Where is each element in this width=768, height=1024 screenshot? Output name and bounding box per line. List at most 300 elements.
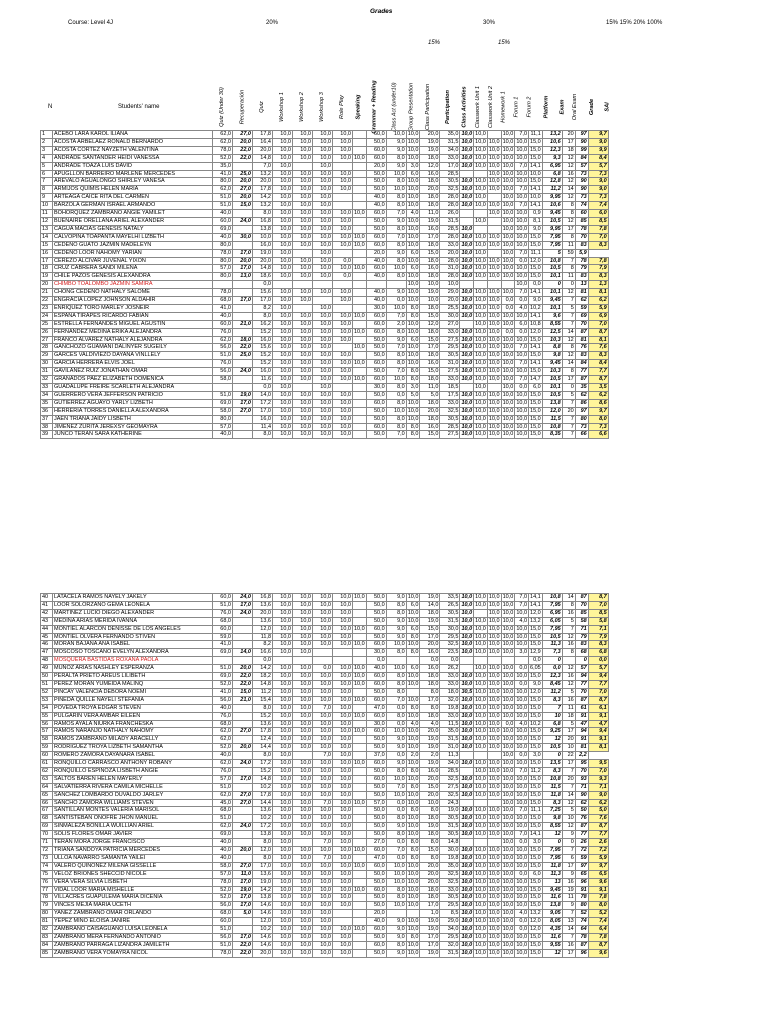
grade-cell: 10,0 bbox=[313, 131, 333, 139]
table-row bbox=[41, 423, 609, 431]
student-name: RAMOS NARANJO NATHALY NAHOMY bbox=[53, 728, 213, 736]
grade-cell: 16,0 bbox=[420, 649, 440, 657]
grade-cell: 76,0 bbox=[213, 712, 233, 720]
student-name: VINCES MEJIA MARIA UCETH bbox=[53, 902, 213, 910]
grade-cell: 27,0 bbox=[366, 839, 386, 847]
grade-cell: 10,0 bbox=[313, 431, 333, 439]
table-row bbox=[41, 368, 609, 376]
grade-cell: 14 bbox=[562, 186, 575, 194]
grade-cell: 10,0 bbox=[502, 815, 514, 822]
table-row bbox=[41, 344, 609, 352]
grade-cell: 51,0 bbox=[213, 665, 233, 673]
grade-cell: 9,0 bbox=[386, 289, 406, 297]
student-name: VALERO QUIÑONEZ MILENA GISSELLE bbox=[53, 862, 213, 870]
col-header-18 bbox=[510, 48, 523, 128]
grade-cell: 10,0 bbox=[333, 926, 353, 934]
grade-cell: 69,0 bbox=[213, 831, 233, 839]
grade-cell bbox=[353, 601, 367, 609]
grade-cell: 7,0 bbox=[386, 696, 406, 704]
table-row bbox=[41, 178, 609, 186]
col-header-3 bbox=[252, 48, 272, 128]
grade-cell: 8 bbox=[562, 368, 575, 376]
student-name: LATACELA RAMOS NAYELY JAKELY bbox=[53, 594, 213, 602]
student-name: MOSQUERA BASTIDAS ROXANA PAOLA bbox=[53, 657, 213, 665]
grade-cell: 10,0 bbox=[273, 154, 293, 162]
row-number: 3 bbox=[41, 146, 53, 154]
grade-cell bbox=[333, 344, 353, 352]
student-name: SOLIS FLORES OMAR JAVIER bbox=[53, 831, 213, 839]
grade-cell: 7,0 bbox=[313, 799, 333, 807]
grade-cell: 0,0 bbox=[515, 384, 529, 392]
grade-cell: 16 bbox=[562, 941, 575, 949]
grade-cell: 7 bbox=[562, 423, 575, 431]
grade-cell: 10,0 bbox=[461, 910, 473, 917]
grade-cell: 10,0 bbox=[461, 862, 473, 869]
grade-cell: 58,0 bbox=[213, 376, 233, 384]
row-number: 8 bbox=[41, 186, 53, 194]
grade-cell: 10,0 bbox=[313, 138, 333, 146]
grade-cell: 10,0 bbox=[516, 225, 528, 232]
grade-cell: 16 bbox=[562, 673, 575, 681]
grade-cell: 20,0 bbox=[233, 847, 253, 855]
table-row bbox=[41, 775, 609, 783]
grade-cell: 10,0 bbox=[407, 178, 419, 185]
grade-cell: 83 bbox=[575, 352, 588, 360]
grade-cell: 10,0 bbox=[333, 673, 353, 681]
table-row bbox=[41, 194, 609, 202]
grade-cell: 62 bbox=[575, 391, 588, 399]
grade-cell: 10,0 bbox=[461, 352, 473, 359]
col-header-label: Role Play bbox=[339, 95, 346, 119]
grade-cell: 50,0 bbox=[366, 688, 386, 696]
grade-cell: 9,0 bbox=[386, 760, 406, 768]
grade-cell: 10,0 bbox=[502, 649, 514, 656]
grade-cell: 10,0 bbox=[475, 910, 486, 917]
grade-cell: 10,0 bbox=[273, 839, 293, 847]
grade-cell: 10,0 bbox=[354, 360, 365, 367]
grade-cell bbox=[233, 657, 253, 665]
grade-cell: 11,8 bbox=[542, 791, 562, 799]
grade-cell: 10,0 bbox=[293, 360, 313, 368]
grade-cell: 10,0 bbox=[461, 775, 473, 782]
grade-cell: 10,0 bbox=[516, 862, 528, 869]
row-number: 83 bbox=[41, 933, 53, 941]
grade-cell: 10,2 bbox=[253, 926, 273, 934]
grade-cell: 16,0 bbox=[420, 360, 440, 368]
grade-cell: 10,0 bbox=[475, 791, 486, 798]
grade-cell: 16 bbox=[562, 641, 575, 649]
grade-cell: 10,0 bbox=[273, 704, 293, 712]
grade-cell: 8,0 bbox=[406, 633, 420, 641]
grade-cell: 10,0 bbox=[293, 431, 313, 439]
grade-cell: 20,0 bbox=[253, 178, 273, 186]
grade-cell: 10,0 bbox=[488, 407, 500, 414]
grade-cell: 4,0 bbox=[515, 304, 529, 312]
grade-cell: 60,0 bbox=[366, 376, 386, 384]
grade-cell: 18,0 bbox=[420, 680, 440, 688]
grade-cell: 8,0 bbox=[386, 154, 406, 162]
row-number: 38 bbox=[41, 423, 53, 431]
grade-cell: 10,0 bbox=[502, 344, 514, 351]
grade-cell: 7 bbox=[562, 767, 575, 775]
grade-cell: 10,0 bbox=[333, 641, 353, 649]
grade-cell: 10,0 bbox=[502, 823, 514, 830]
grade-cell: 17,2 bbox=[253, 823, 273, 831]
grade-cell: 7,0 bbox=[386, 783, 406, 791]
grade-cell: 12 bbox=[562, 217, 575, 225]
col-header-label: Workshop 3 bbox=[319, 92, 326, 122]
student-name: JUNCO TERAN SARA KATHERINE bbox=[53, 431, 213, 439]
grade-cell: 8,0 bbox=[386, 273, 406, 281]
grade-cell: 10,0 bbox=[488, 815, 500, 822]
grade-cell: 16,0 bbox=[253, 368, 273, 376]
grade-cell: 16,0 bbox=[253, 241, 273, 249]
grade-cell: 25,0 bbox=[233, 352, 253, 360]
grade-cell: 10,0 bbox=[273, 146, 293, 154]
grade-cell: 10,0 bbox=[386, 870, 406, 878]
grade-cell: 30,0 bbox=[366, 384, 386, 392]
grade-cell: 10,0 bbox=[502, 870, 514, 877]
grade-cell: 28,0 bbox=[440, 273, 460, 281]
grade-cell: 0,0 bbox=[501, 297, 515, 305]
grade-cell: 5 bbox=[542, 249, 562, 257]
grade-cell bbox=[353, 878, 367, 886]
grade-cell: 10,0 bbox=[293, 617, 313, 625]
grade-cell: 70 bbox=[575, 233, 588, 241]
grade-cell: 18,0 bbox=[233, 336, 253, 344]
grade-cell: 9,0 bbox=[529, 680, 543, 688]
grade-cell: 10,0 bbox=[516, 728, 528, 735]
grade-cell: 10,0 bbox=[407, 131, 419, 137]
grade-cell: 29,5 bbox=[440, 633, 460, 641]
grade-cell bbox=[353, 918, 367, 926]
grade-cell: 10,0 bbox=[516, 170, 528, 177]
grade-cell: 15,0 bbox=[530, 878, 541, 885]
grade-cell: 8,0 bbox=[406, 704, 420, 712]
grade-cell: 10,0 bbox=[313, 791, 333, 799]
grade-cell: 14,1 bbox=[530, 344, 541, 351]
grade-cell: 31,5 bbox=[440, 138, 460, 146]
grade-cell: 80,0 bbox=[213, 241, 233, 249]
grade-cell: 0,0 bbox=[386, 807, 406, 815]
grade-cell: 10,0 bbox=[333, 617, 353, 625]
col-header-label: Recuperación bbox=[239, 89, 245, 125]
grade-cell: 7,0 bbox=[386, 312, 406, 320]
sai-cell: 6,2 bbox=[588, 391, 608, 399]
grade-cell bbox=[353, 304, 367, 312]
grade-cell: 10,0 bbox=[333, 210, 353, 218]
grade-cell: 0,0 bbox=[366, 657, 386, 665]
grade-cell: 7,0 bbox=[515, 360, 529, 368]
grade-cell: 10,0 bbox=[488, 273, 500, 280]
grade-cell: 10,0 bbox=[488, 854, 500, 861]
grade-cell: 72 bbox=[575, 847, 588, 855]
grade-cell: 10,0 bbox=[354, 847, 365, 853]
grade-cell: 19,0 bbox=[420, 744, 440, 752]
grade-cell: 22,0 bbox=[233, 949, 253, 957]
grade-cell bbox=[406, 657, 420, 665]
grade-cell: 12 bbox=[542, 949, 562, 957]
grade-cell: 8,0 bbox=[386, 360, 406, 368]
grade-cell: 97 bbox=[575, 862, 588, 870]
row-number: 63 bbox=[41, 775, 53, 783]
grade-cell: 10,0 bbox=[461, 241, 473, 248]
grade-cell: 10,0 bbox=[502, 138, 514, 145]
row-number: 5 bbox=[41, 162, 53, 170]
grade-cell: 10,0 bbox=[293, 673, 313, 681]
grade-cell: 15,0 bbox=[530, 146, 541, 153]
grade-cell: 27,0 bbox=[233, 791, 253, 799]
grade-cell: 8,0 bbox=[253, 752, 273, 760]
table-row bbox=[41, 870, 609, 878]
row-number: 22 bbox=[41, 297, 53, 305]
sai-cell: 7,0 bbox=[588, 233, 608, 241]
table-row bbox=[41, 910, 609, 918]
grade-cell: 8,0 bbox=[386, 352, 406, 360]
sai-cell: 7,2 bbox=[588, 847, 608, 855]
grade-cell: 10,0 bbox=[407, 760, 419, 767]
grade-cell: 26 bbox=[575, 839, 588, 847]
grade-cell: 15,0 bbox=[530, 941, 541, 948]
grade-cell: 10,0 bbox=[333, 783, 353, 791]
grade-cell: 10,0 bbox=[516, 138, 528, 145]
grade-cell: 7,0 bbox=[515, 249, 529, 257]
grade-cell: 10,0 bbox=[488, 783, 500, 790]
grade-cell: 10,0 bbox=[273, 194, 293, 202]
student-name: CEDEÑO LOOR NAHOMY YARIAN bbox=[53, 249, 213, 257]
grade-cell bbox=[353, 431, 367, 439]
grade-cell: 40,0 bbox=[213, 210, 233, 218]
grade-cell: 19,0 bbox=[420, 617, 440, 625]
grade-cell: 10,0 bbox=[461, 783, 473, 790]
grade-cell: 10,0 bbox=[475, 431, 486, 438]
grade-cell: 10,0 bbox=[461, 854, 473, 861]
grade-cell: 8,0 bbox=[386, 941, 406, 949]
grade-cell: 10,0 bbox=[333, 594, 353, 602]
sai-cell: 9,1 bbox=[588, 736, 608, 744]
grade-cell: 17 bbox=[562, 760, 575, 768]
row-number: 54 bbox=[41, 704, 53, 712]
grade-cell: 50,0 bbox=[366, 225, 386, 233]
student-name: MUÑOZ ARIAS NASHLEY ESPERANZA bbox=[53, 665, 213, 673]
grade-cell: 20,0 bbox=[253, 257, 273, 265]
table-row bbox=[41, 720, 609, 728]
grade-cell: 10,0 bbox=[273, 399, 293, 407]
grade-cell: 14,1 bbox=[530, 202, 541, 209]
course-label: Course: Level 4J bbox=[68, 20, 114, 26]
grade-cell: 10,0 bbox=[516, 878, 528, 885]
grade-cell: 10,0 bbox=[313, 336, 333, 344]
table-row bbox=[41, 807, 609, 815]
sai-cell: 5,7 bbox=[588, 162, 608, 170]
sai-cell: 6,6 bbox=[588, 431, 608, 439]
grade-cell: 0,0 bbox=[313, 665, 333, 673]
grade-cell bbox=[233, 328, 253, 336]
grade-cell: 0,0 bbox=[386, 752, 406, 760]
grade-cell: 30,0 bbox=[366, 649, 386, 657]
grade-cell: 7,0 bbox=[313, 752, 333, 760]
grade-cell: 2,0 bbox=[406, 752, 420, 760]
grade-cell: 7 bbox=[542, 704, 562, 712]
grade-cell: 0,0 bbox=[529, 281, 543, 289]
sai-cell: 9,3 bbox=[588, 775, 608, 783]
grade-cell: 10,0 bbox=[273, 265, 293, 273]
sai-cell: 2,6 bbox=[588, 839, 608, 847]
grade-cell bbox=[487, 249, 501, 257]
grade-cell: 59,0 bbox=[213, 633, 233, 641]
grade-cell: 10,0 bbox=[333, 633, 353, 641]
grade-cell: 6,0 bbox=[406, 249, 420, 257]
grade-cell: 60,0 bbox=[213, 320, 233, 328]
grade-cell: 13,8 bbox=[253, 831, 273, 839]
grade-cell: 10,0 bbox=[488, 870, 500, 877]
grade-cell: 10,0 bbox=[502, 407, 514, 414]
grade-cell bbox=[353, 902, 367, 910]
grade-cell: 10,0 bbox=[407, 138, 419, 145]
grade-cell: 10,0 bbox=[313, 273, 333, 281]
table-row bbox=[41, 320, 609, 328]
grade-cell: 10,0 bbox=[407, 902, 419, 909]
grade-cell: 10,0 bbox=[516, 799, 528, 806]
student-name: YEPEZ MIÑO ELOISA JANIRE bbox=[53, 918, 213, 926]
grade-cell: 69,0 bbox=[213, 649, 233, 657]
grade-cell: 5 bbox=[562, 617, 575, 625]
grade-cell bbox=[353, 910, 367, 918]
grade-cell bbox=[333, 910, 353, 918]
grade-cell: 73 bbox=[575, 194, 588, 202]
student-name: RAMOS AYALA NIURKA FRANCHESKA bbox=[53, 720, 213, 728]
grade-cell: 10,0 bbox=[293, 744, 313, 752]
grade-cell: 10,0 bbox=[333, 312, 353, 320]
grade-cell: 18,5 bbox=[440, 384, 460, 392]
grade-cell: 9,45 bbox=[542, 360, 562, 368]
grade-cell: 10,0 bbox=[475, 941, 486, 948]
grade-cell: 10,0 bbox=[488, 431, 500, 438]
grade-cell: 10,0 bbox=[502, 633, 514, 640]
grade-cell: 10,0 bbox=[461, 933, 473, 940]
grade-cell bbox=[460, 217, 474, 225]
grade-cell: 10,0 bbox=[273, 870, 293, 878]
grade-cell: 59 bbox=[562, 249, 575, 257]
grade-cell: 87 bbox=[575, 376, 588, 384]
grade-cell: 10,0 bbox=[502, 641, 514, 648]
grade-cell: 60,0 bbox=[213, 918, 233, 926]
grade-cell: 22,0 bbox=[233, 941, 253, 949]
student-name: ESTRELLA FERNANDES MIGUEL AGUSTIN bbox=[53, 320, 213, 328]
grade-cell: 18,0 bbox=[420, 609, 440, 617]
grade-cell: 10,0 bbox=[313, 265, 333, 273]
grade-cell bbox=[333, 162, 353, 170]
grade-cell: 10,0 bbox=[502, 170, 514, 177]
grade-cell: 60,0 bbox=[366, 233, 386, 241]
grade-cell: 10,0 bbox=[293, 289, 313, 297]
sai-cell: 6,4 bbox=[588, 926, 608, 934]
grade-cell: 10,0 bbox=[354, 696, 365, 703]
grade-cell bbox=[353, 720, 367, 728]
col-header-23 bbox=[582, 48, 602, 128]
row-number: 9 bbox=[41, 194, 53, 202]
grade-cell: 62,0 bbox=[213, 336, 233, 344]
grade-cell: 32,5 bbox=[440, 407, 460, 415]
grade-cell: 58,0 bbox=[213, 862, 233, 870]
grade-cell: 10,0 bbox=[488, 146, 500, 153]
grade-cell: 15,0 bbox=[530, 625, 541, 632]
grade-cell: 17,2 bbox=[253, 399, 273, 407]
grade-cell: 8,0 bbox=[386, 673, 406, 681]
grade-cell: 8,0 bbox=[406, 847, 420, 855]
grade-cell: 20,0 bbox=[233, 194, 253, 202]
weight-right: 15% 15% 20% 100% bbox=[606, 20, 663, 26]
grade-cell: 86 bbox=[575, 399, 588, 407]
grade-cell: 10,0 bbox=[475, 186, 486, 193]
grade-cell: 10,0 bbox=[313, 720, 333, 728]
grade-cell: 10,0 bbox=[461, 712, 473, 719]
col-header-20 bbox=[536, 48, 556, 128]
table-row bbox=[41, 767, 609, 775]
grade-cell: 10,0 bbox=[313, 625, 333, 633]
grade-cell: 8,55 bbox=[542, 320, 562, 328]
grade-cell bbox=[501, 281, 515, 289]
grade-cell: 8,05 bbox=[542, 918, 562, 926]
grade-cell: 10,0 bbox=[333, 839, 353, 847]
col-header-label: Workshop 2 bbox=[299, 92, 306, 122]
sai-cell: 5,0 bbox=[588, 807, 608, 815]
grade-cell bbox=[353, 791, 367, 799]
table-row bbox=[41, 131, 609, 139]
col-header-label: Oral Exam bbox=[572, 93, 579, 121]
grade-cell: 10,0 bbox=[461, 625, 473, 632]
grade-cell: 52 bbox=[575, 910, 588, 918]
grade-cell: 68,0 bbox=[213, 910, 233, 918]
grade-cell: 9,0 bbox=[386, 146, 406, 154]
grade-cell: 11,1 bbox=[530, 131, 541, 137]
grade-cell: 0,0 bbox=[515, 839, 529, 847]
table-row bbox=[41, 728, 609, 736]
grade-cell: 16,0 bbox=[253, 336, 273, 344]
grade-cell: 10,0 bbox=[488, 344, 500, 351]
grade-cell: 10,0 bbox=[313, 775, 333, 783]
grade-cell: 10,0 bbox=[516, 886, 528, 893]
grade-cell: 7,0 bbox=[515, 131, 529, 139]
grade-cell: 10,0 bbox=[293, 649, 313, 657]
grade-cell: 14,1 bbox=[530, 186, 541, 193]
grade-cell: 10,0 bbox=[516, 217, 528, 224]
grade-cell: 11,4 bbox=[253, 423, 273, 431]
grade-cell: 8,0 bbox=[406, 783, 420, 791]
student-name: CEREZO ALCIVAR JUVENAL YIXON bbox=[53, 257, 213, 265]
grade-cell: 22,0 bbox=[233, 680, 253, 688]
grade-cell: 10,0 bbox=[273, 289, 293, 297]
grade-cell: 10,0 bbox=[333, 665, 353, 673]
grade-cell bbox=[487, 799, 501, 807]
grade-cell: 68,0 bbox=[213, 617, 233, 625]
grade-cell: 51,0 bbox=[213, 202, 233, 210]
student-name: ACOSTA ARBELAEZ RONALD BERNARDO bbox=[53, 138, 213, 146]
grade-cell: 10,0 bbox=[488, 878, 500, 885]
grade-cell: 10,0 bbox=[502, 744, 514, 751]
grade-cell: 19,0 bbox=[420, 949, 440, 957]
grade-cell: 15,6 bbox=[253, 344, 273, 352]
student-name: ENRIQUEZ TORO MARLEY JOSNEIR bbox=[53, 304, 213, 312]
grade-cell: 10,0 bbox=[516, 902, 528, 909]
table-row bbox=[41, 760, 609, 768]
grade-cell: 10,0 bbox=[407, 609, 419, 616]
grade-cell: 2,2 bbox=[575, 752, 588, 760]
grade-cell: 10,0 bbox=[333, 217, 353, 225]
grade-cell: 34,0 bbox=[440, 926, 460, 934]
grade-cell: 10,0 bbox=[475, 728, 486, 735]
grade-cell: 10,0 bbox=[273, 233, 293, 241]
